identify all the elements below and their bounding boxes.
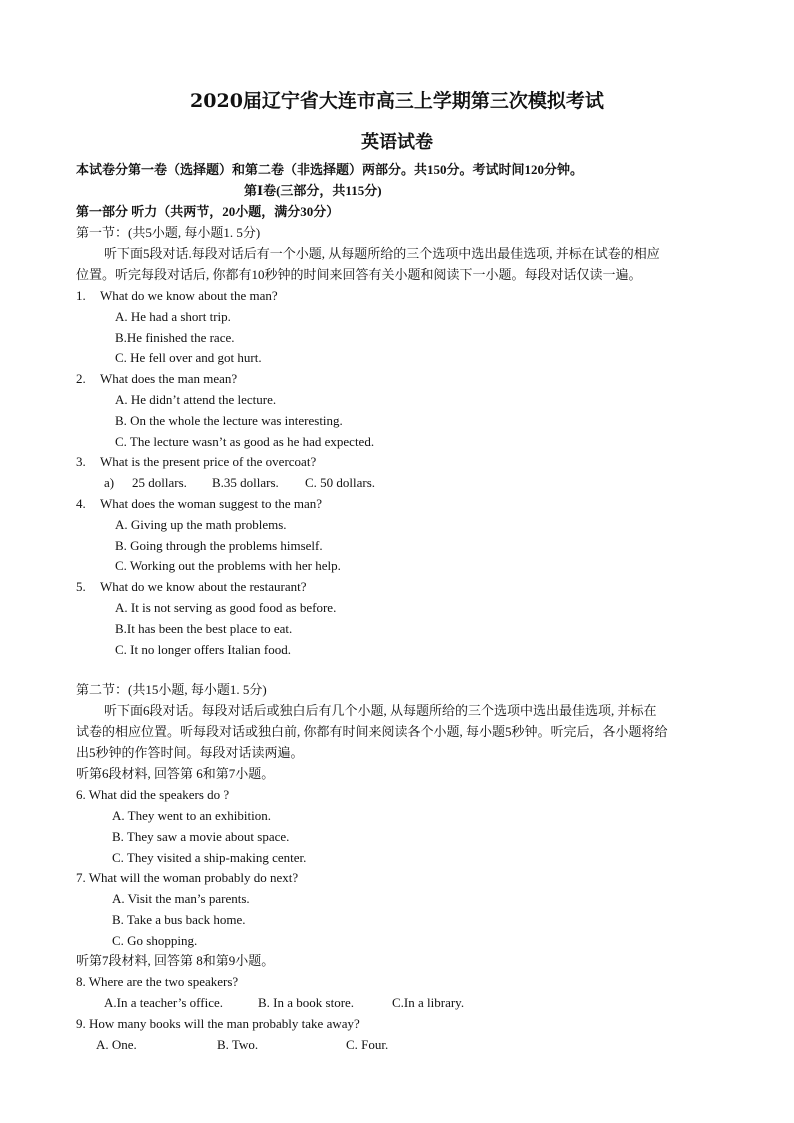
option-b: B. Two. (217, 1037, 259, 1052)
option-b: B. On the whole the lecture was interesting. (115, 413, 343, 428)
question-text: What is the present price of the overcoat? (100, 454, 317, 469)
section2-instructions-line3: 出5秒钟的作答时间。每段对话读两遍。 (76, 745, 304, 760)
question-number: 4. (76, 496, 86, 511)
section2-instructions-line1: 听下面6段对话。每段对话后或独白后有几个小题, 从每题所给的三个选项中选出最佳选项, 并标在 (104, 703, 657, 718)
option-c: C.In a library. (392, 995, 465, 1010)
volume-title: 第Ⅰ卷(三部分，共115分) (244, 183, 382, 198)
section1-instructions-line2: 位置。听完每段对话后, 你都有10秒钟的时间来回答有关小题和阅读下一小题。每段对话仅读一遍。 (76, 267, 642, 282)
option-b: B.It has been the best place to eat. (115, 621, 293, 636)
question-text: What do we know about the man? (100, 288, 278, 303)
option-c: C. He fell over and got hurt. (115, 350, 262, 365)
option-b: B.He finished the race. (115, 330, 235, 345)
question-text: 7. What will the woman probably do next? (76, 870, 299, 885)
option-c: C. 50 dollars. (305, 475, 376, 490)
option-c: C. The lecture wasn’t as good as he had expected. (115, 434, 375, 449)
intro-text: 本试卷分第一卷（选择题）和第二卷（非选择题）两部分。共150分。考试时间120分钟。 (76, 162, 584, 177)
option-c: C. Four. (346, 1037, 389, 1052)
option-a: A. Giving up the math problems. (115, 517, 287, 532)
question-text: 9. How many books will the man probably take away? (76, 1016, 360, 1031)
question-text: 8. Where are the two speakers? (76, 974, 239, 989)
option-b: B.35 dollars. (212, 475, 279, 490)
option-b: B. In a book store. (258, 995, 355, 1010)
question-text: What do we know about the restaurant? (100, 579, 307, 594)
option-a: A. He didn’t attend the lecture. (115, 392, 277, 407)
question-text: 6. What did the speakers do ? (76, 787, 230, 802)
question-number: 2. (76, 371, 86, 386)
material-6-heading: 听第6段材料, 回答第 6和第7小题。 (76, 766, 275, 781)
question-number: 1. (76, 288, 86, 303)
option-list-marker: a) (104, 475, 115, 490)
option-b: B. Going through the problems himself. (115, 538, 323, 553)
option-a: 25 dollars. (132, 475, 187, 490)
option-a: A. They went to an exhibition. (112, 808, 271, 823)
question-number: 5. (76, 579, 86, 594)
option-c: C. Working out the problems with her help. (115, 558, 341, 573)
option-c: C. They visited a ship-making center. (112, 850, 307, 865)
option-a: A.In a teacher’s office. (104, 995, 223, 1010)
option-a: A. It is not serving as good food as before. (115, 600, 337, 615)
option-a: A. One. (96, 1037, 137, 1052)
question-number: 3. (76, 454, 86, 469)
part-title: 第一部分 听力（共两节，20小题，满分30分） (76, 204, 340, 219)
section1-heading: 第一节：(共5小题, 每小题1. 5分) (76, 225, 261, 240)
option-a: A. Visit the man’s parents. (112, 891, 250, 906)
question-text: What does the man mean? (100, 371, 238, 386)
page-subtitle: 英语试卷 (361, 132, 433, 153)
section1-instructions-line1: 听下面5段对话.每段对话后有一个小题, 从每题所给的三个选项中选出最佳选项, 并标在试卷的相应 (104, 246, 660, 261)
option-b: B. They saw a movie about space. (112, 829, 290, 844)
option-c: C. Go shopping. (112, 933, 198, 948)
question-text: What does the woman suggest to the man? (100, 496, 323, 511)
page-title: 2020届辽宁省大连市高三上学期第三次模拟考试 (190, 90, 604, 112)
section2-instructions-line2: 试卷的相应位置。听每段对话或独白前, 你都有时间来阅读各个小题, 每小题5秒钟。听完后，各小题将给 (76, 724, 668, 739)
option-a: A. He had a short trip. (115, 309, 231, 324)
section2-heading: 第二节：(共15小题, 每小题1. 5分) (76, 682, 267, 697)
option-b: B. Take a bus back home. (112, 912, 246, 927)
option-c: C. It no longer offers Italian food. (115, 642, 291, 657)
material-7-heading: 听第7段材料, 回答第 8和第9小题。 (76, 953, 275, 968)
